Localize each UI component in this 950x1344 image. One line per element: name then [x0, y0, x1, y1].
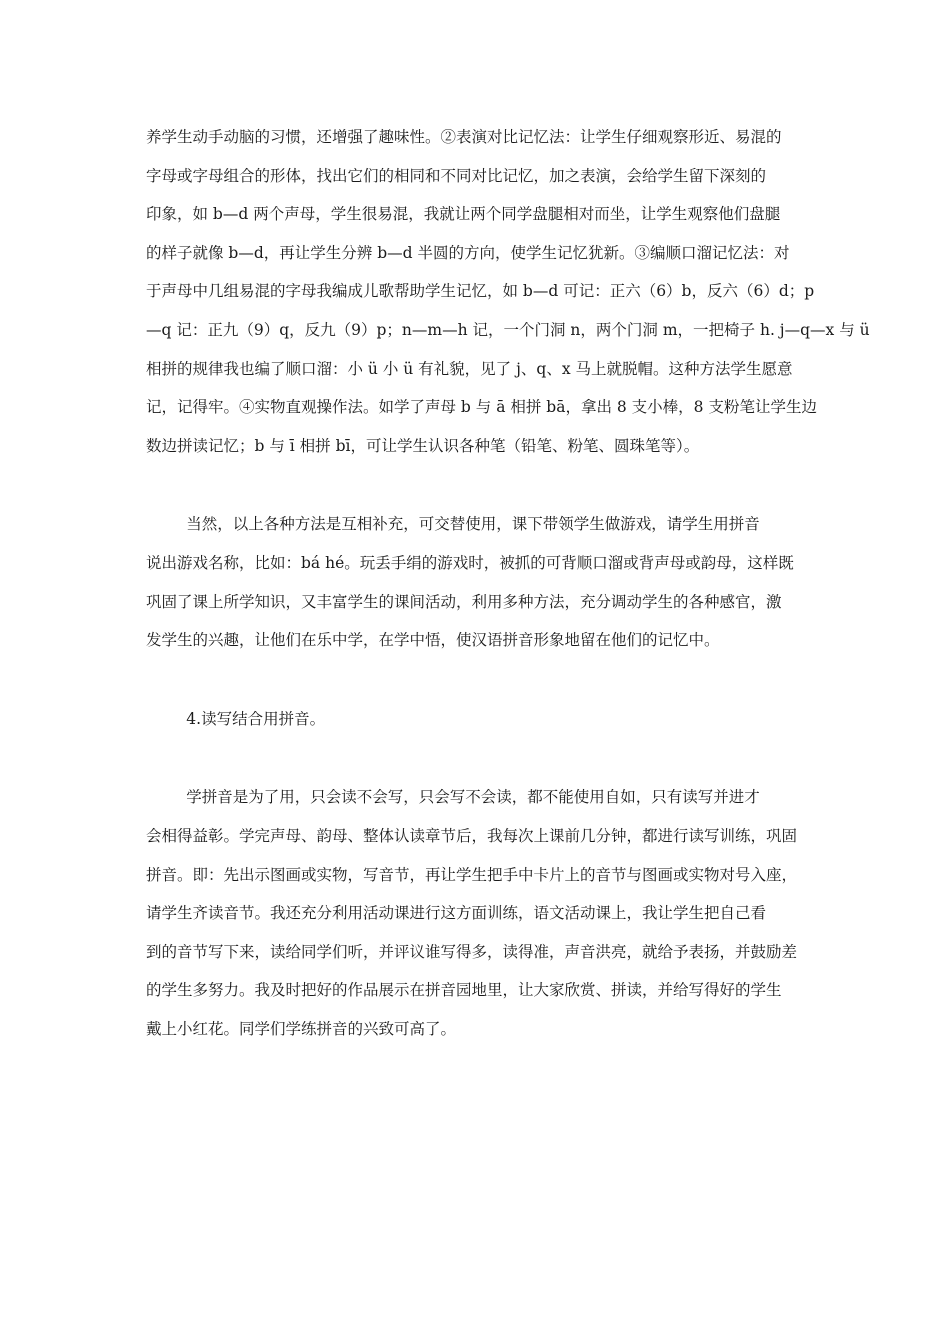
text-line: 当然，以上各种方法是互相补充，可交替使用，课下带领学生做游戏，请学生用拼音	[186, 515, 760, 534]
document-body	[146, 118, 870, 1048]
text-line: 发学生的兴趣，让他们在乐中学，在学中悟，使汉语拼音形象地留在他们的记忆中。	[146, 631, 720, 650]
text-line: 记，记得牢。④实物直观操作法。如学了声母 b 与 ā 相拼 bā，拿出 8 支小棒，8 支粉笔让学生边	[146, 398, 817, 417]
text-line: —q 记：正九（9）q，反九（9）p；n—m—h 记，一个门洞 n，两个门洞 m，一把椅子 h. j—q—x 与 ü	[146, 320, 870, 339]
text-line: 相拼的规律我也编了顺口溜：小 ü 小 ü 有礼貌，见了 j、q、x 马上就脱帽。这种方法学生愿意	[146, 359, 793, 378]
paragraph-games	[146, 505, 812, 659]
text-line: 拼音。即：先出示图画或实物，写音节，再让学生把手中卡片上的音节与图画或实物对号入座，	[146, 865, 798, 884]
text-line: 的学生多努力。我及时把好的作品展示在拼音园地里，让大家欣赏、拼读，并给写得好的学生	[146, 981, 782, 1000]
text-line: 到的音节写下来，读给同学们听，并评议谁写得多，读得准，声音洪亮，就给予表扬，并鼓励差	[146, 942, 798, 961]
text-line: 会相得益彰。学完声母、韵母、整体认读章节后，我每次上课前几分钟，都进行读写训练，巩固	[146, 826, 798, 845]
text-line: 印象，如 b—d 两个声母，学生很易混，我就让两个同学盘腿相对而坐，让学生观察他们盘腿	[146, 205, 781, 224]
text-line: 戴上小红花。同学们学练拼音的兴致可高了。	[146, 1019, 457, 1038]
text-line: 的样子就像 b—d，再让学生分辨 b—d 半圆的方向，使学生记忆犹新。③编顺口溜记忆法：对	[146, 243, 790, 262]
text-line: 巩固了课上所学知识，又丰富学生的课间活动，利用多种方法，充分调动学生的各种感官，激	[146, 592, 782, 611]
heading-text: 4.读写结合用拼音。	[186, 709, 326, 728]
text-line: 请学生齐读音节。我还充分利用活动课进行这方面训练，语文活动课上，我让学生把自己看	[146, 904, 767, 923]
text-line: 于声母中几组易混的字母我编成儿歌帮助学生记忆，如 b—d 可记：正六（6）b，反六（6）d；p	[146, 282, 815, 301]
text-line: 说出游戏名称，比如：bá hé。玩丢手绢的游戏时，被抓的可背顺口溜或背声母或韵母，这样既	[146, 553, 794, 572]
paragraph-reading-writing	[146, 778, 812, 1048]
text-line: 数边拼读记忆；b 与 ī 相拼 bī，可让学生认识各种笔（铅笔、粉笔、圆珠笔等）。	[146, 436, 700, 455]
text-line: 学拼音是为了用，只会读不会写，只会写不会读，都不能使用自如，只有读写并进才	[186, 788, 760, 807]
text-line: 养学生动手动脑的习惯，还增强了趣味性。②表演对比记忆法：让学生仔细观察形近、易混的	[146, 128, 782, 146]
text-line: 字母或字母组合的形体，找出它们的相同和不同对比记忆，加之表演，会给学生留下深刻的	[146, 166, 767, 185]
section-heading	[146, 700, 812, 739]
paragraph-memory-methods	[146, 118, 870, 465]
